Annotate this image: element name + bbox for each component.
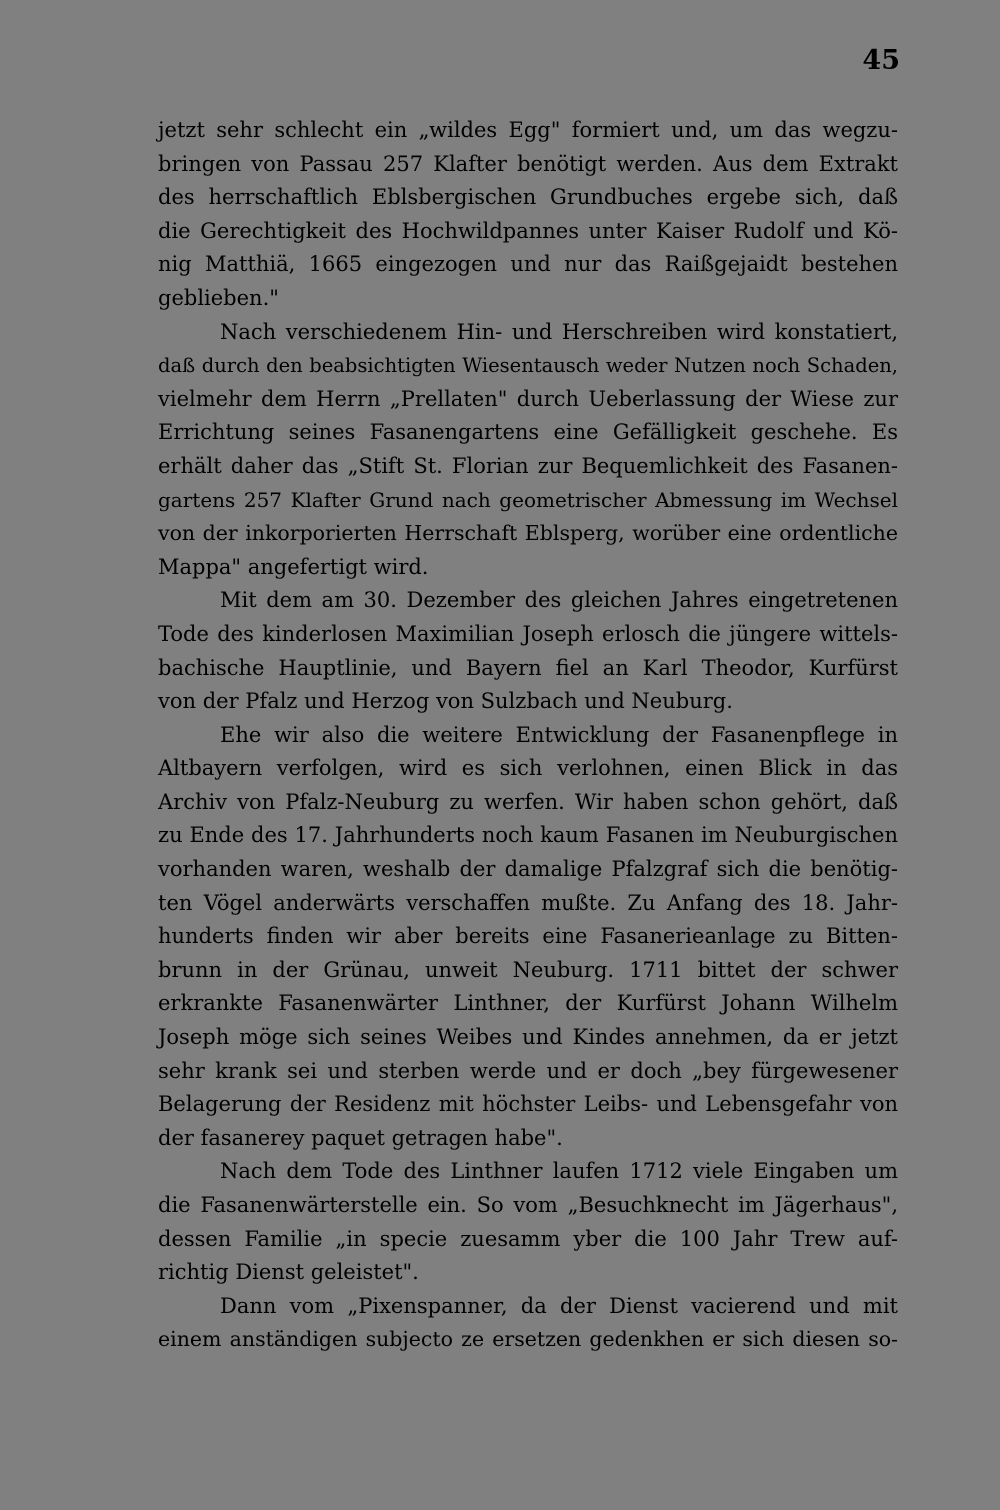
body-text bbox=[158, 114, 898, 1357]
text-line: einem anständigen subjecto ze ersetzen gedenkhen er sich diesen so- bbox=[158, 1327, 898, 1352]
text-line: vorhanden waren, weshalb der damalige Pfalzgraf sich die benötig- bbox=[158, 857, 898, 882]
text-line: Tode des kinderlosen Maximilian Joseph erlosch die jüngere wittels- bbox=[158, 621, 898, 646]
page-number: 45 bbox=[862, 45, 900, 76]
text-line: richtig Dienst geleistet". bbox=[158, 1260, 419, 1285]
text-line: des herrschaftlich Eblsbergischen Grundbuches ergebe sich, daß bbox=[158, 185, 898, 210]
text-line: erhält daher das „Stift St. Florian zur Bequemlichkeit des Fasanen- bbox=[158, 453, 898, 478]
text-line: vielmehr dem Herrn „Prellaten" durch Ueberlassung der Wiese zur bbox=[158, 386, 898, 411]
text-line: jetzt sehr schlecht ein „wildes Egg" formiert und, um das wegzu- bbox=[158, 118, 898, 142]
text-line: hunderts finden wir aber bereits eine Fasanerieanlage zu Bitten- bbox=[158, 924, 898, 949]
text-line: der fasanerey paquet getragen habe". bbox=[158, 1125, 563, 1150]
text-line: Archiv von Pfalz-Neuburg zu werfen. Wir haben schon gehört, daß bbox=[158, 789, 898, 814]
text-line: die Fasanenwärterstelle ein. So vom „Besuchknecht im Jägerhaus", bbox=[158, 1193, 898, 1217]
text-line: geblieben." bbox=[158, 285, 279, 310]
text-line: Joseph möge sich seines Weibes und Kindes annehmen, da er jetzt bbox=[158, 1025, 898, 1050]
text-line: gartens 257 Klafter Grund nach geometrischer Abmessung im Wechsel bbox=[158, 487, 898, 512]
text-line: ten Vögel anderwärts verschaffen mußte. Zu Anfang des 18. Jahr- bbox=[158, 890, 898, 915]
text-line: sehr krank sei und sterben werde und er doch „bey fürgewesener bbox=[158, 1058, 898, 1083]
text-line: bachische Hauptlinie, und Bayern fiel an Karl Theodor, Kurfürst bbox=[158, 655, 898, 680]
text-line: erkrankte Fasanenwärter Linthner, der Kurfürst Johann Wilhelm bbox=[158, 991, 898, 1016]
text-line: Nach verschiedenem Hin- und Herschreiben wird konstatiert, bbox=[220, 319, 898, 344]
text-line: Belagerung der Residenz mit höchster Leibs- und Lebensgefahr von bbox=[158, 1092, 898, 1117]
text-line: daß durch den beabsichtigten Wiesentausch weder Nutzen noch Schaden, bbox=[158, 354, 898, 378]
text-line: Dann vom „Pixenspanner, da der Dienst vacierend und mit bbox=[220, 1293, 898, 1318]
text-line: nig Matthiä, 1665 eingezogen und nur das Raißgejaidt bestehen bbox=[158, 252, 898, 277]
text-line: von der Pfalz und Herzog von Sulzbach und Neuburg. bbox=[158, 689, 733, 714]
text-line: Altbayern verfolgen, wird es sich verlohnen, einen Blick in das bbox=[158, 756, 898, 781]
text-line: von der inkorporierten Herrschaft Eblsperg, worüber eine ordentliche bbox=[158, 521, 898, 546]
text-line: Mappa" angefertigt wird. bbox=[158, 554, 429, 579]
text-line: brunn in der Grünau, unweit Neuburg. 1711 bittet der schwer bbox=[158, 957, 898, 982]
text-line: die Gerechtigkeit des Hochwildpannes unter Kaiser Rudolf und Kö- bbox=[158, 218, 898, 243]
text-line: Errichtung seines Fasanengartens eine Gefälligkeit geschehe. Es bbox=[158, 420, 898, 445]
text-line: Mit dem am 30. Dezember des gleichen Jahres eingetretenen bbox=[220, 588, 898, 613]
text-line: Ehe wir also die weitere Entwicklung der Fasanenpflege in bbox=[220, 722, 898, 747]
text-line: Nach dem Tode des Linthner laufen 1712 viele Eingaben um bbox=[220, 1159, 898, 1184]
text-line: dessen Familie „in specie zuesamm yber die 100 Jahr Trew auf- bbox=[158, 1226, 898, 1251]
text-line: bringen von Passau 257 Klafter benötigt werden. Aus dem Extrakt bbox=[158, 151, 898, 176]
text-line: zu Ende des 17. Jahrhunderts noch kaum Fasanen im Neuburgischen bbox=[158, 823, 898, 848]
